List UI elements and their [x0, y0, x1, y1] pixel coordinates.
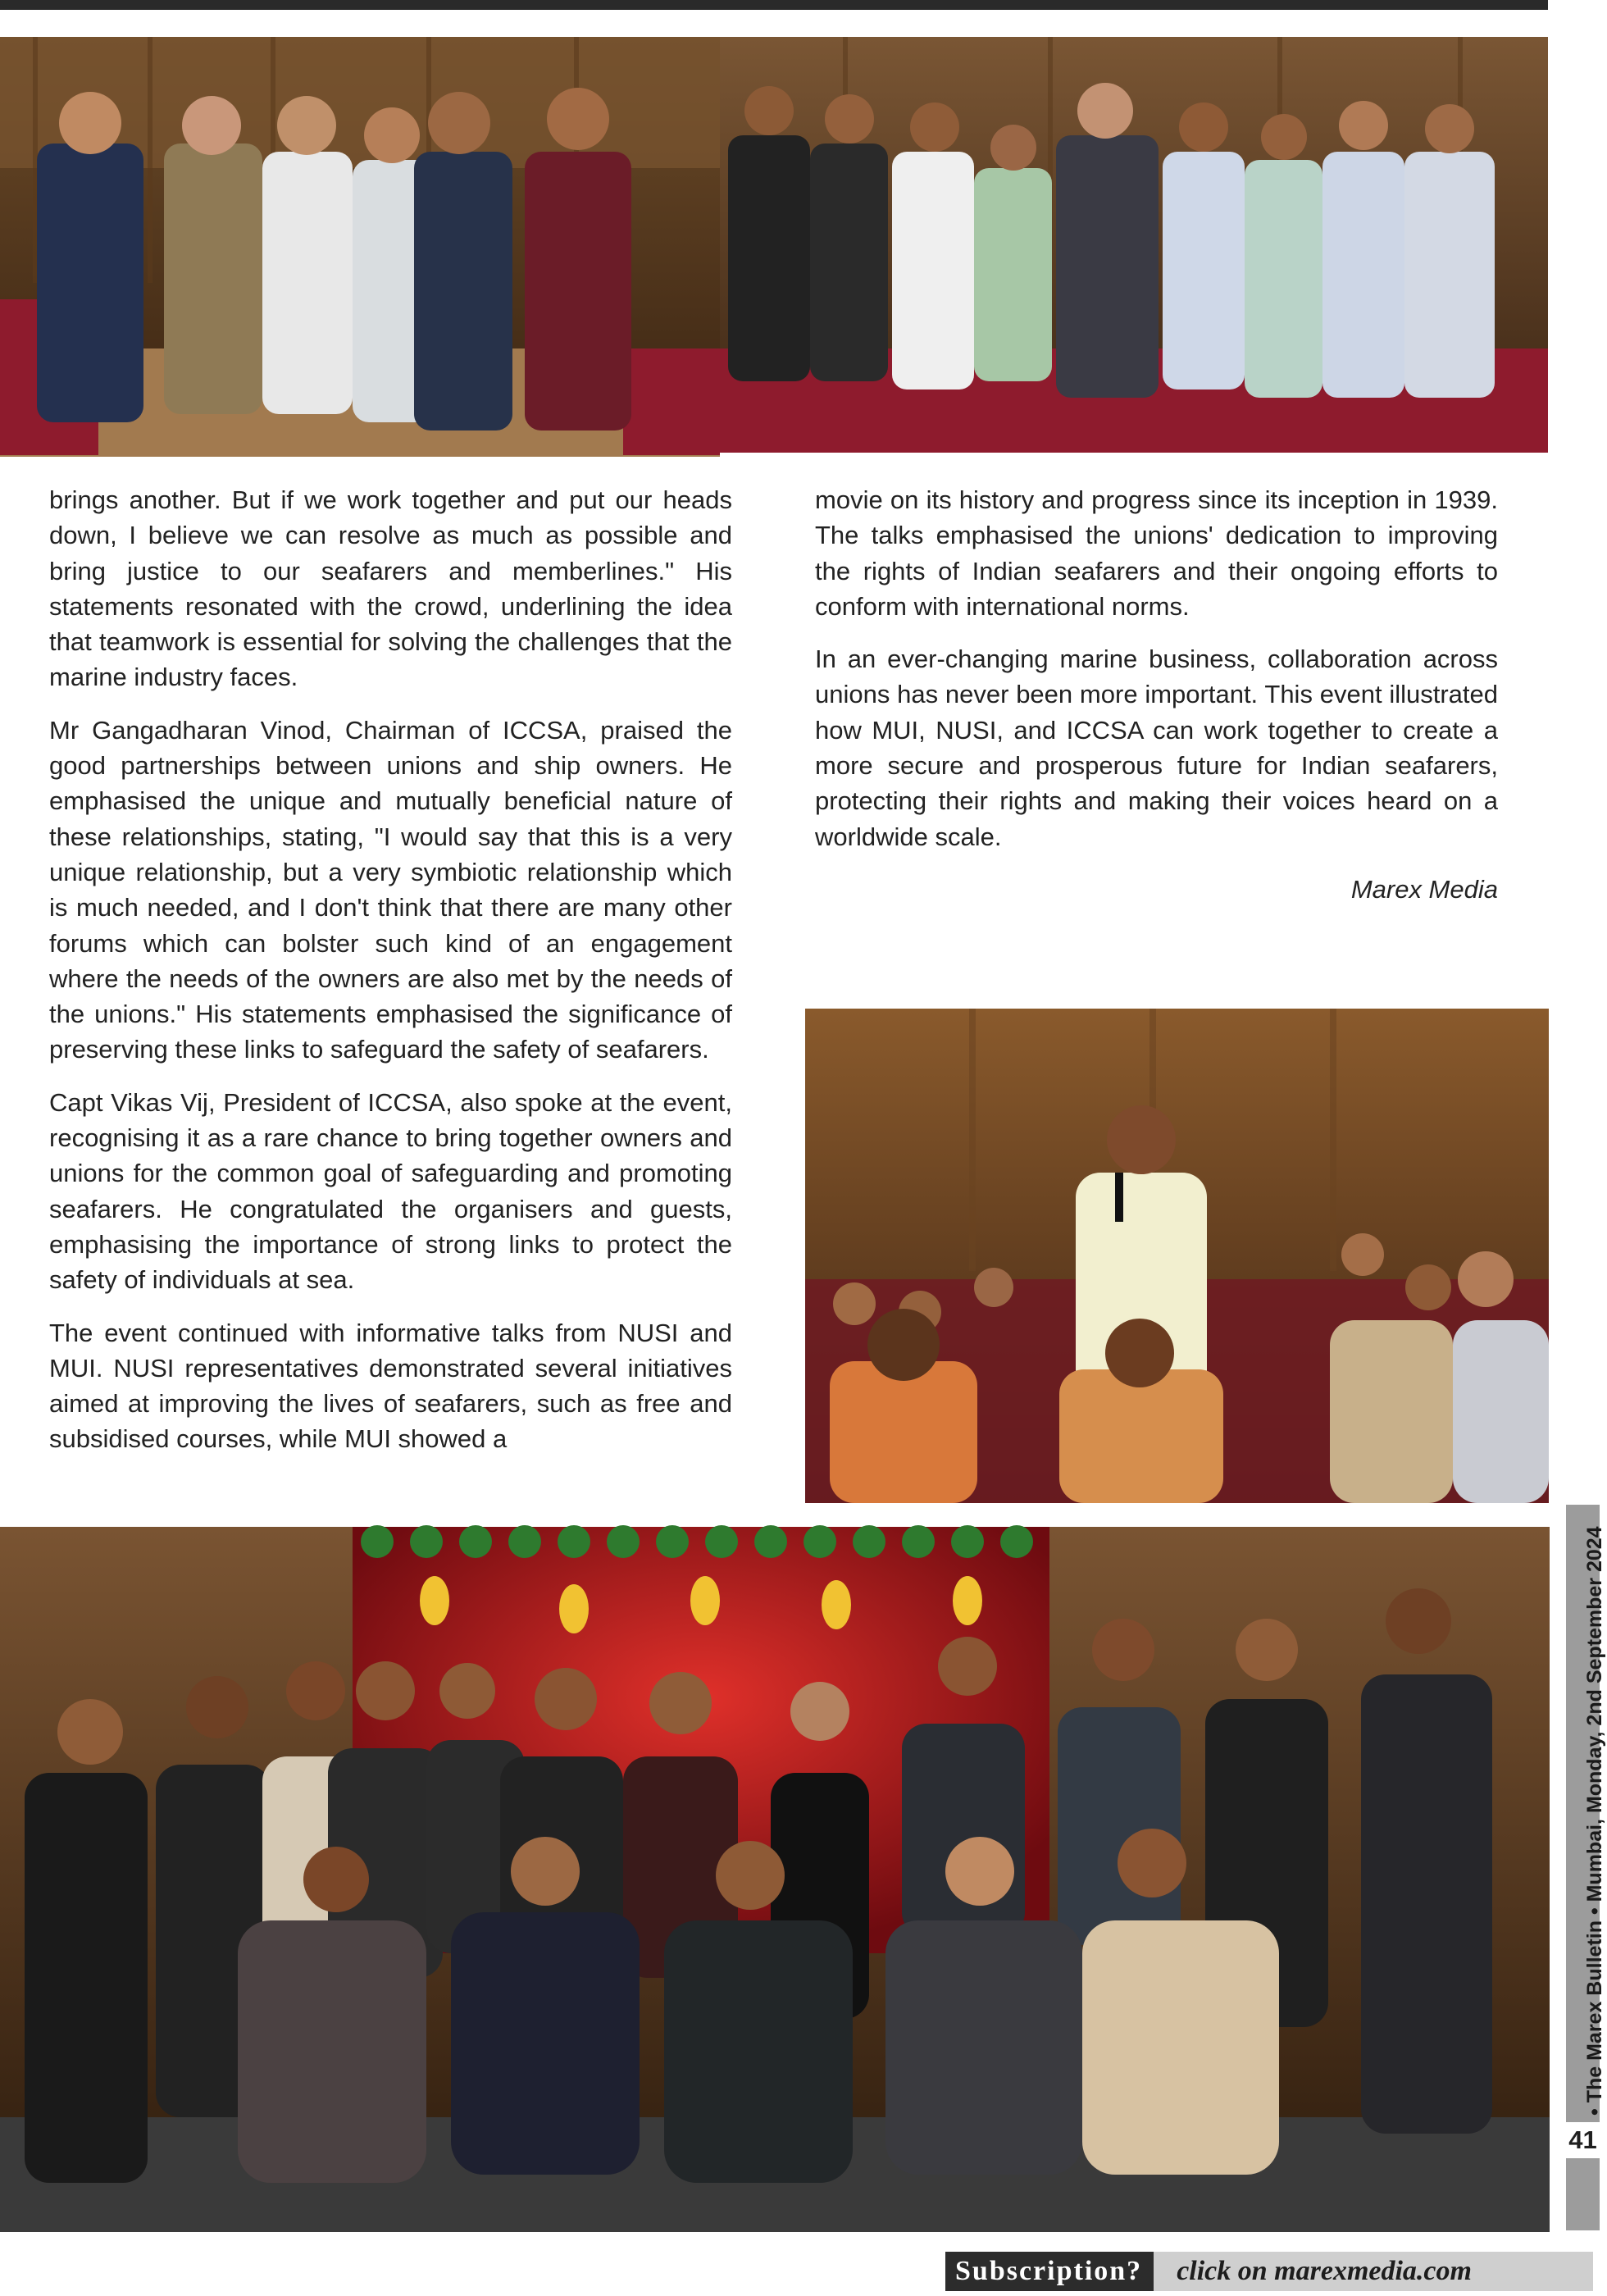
paragraph: Capt Vikas Vij, President of ICCSA, also spoke at the event, recognising it as a rare chance to bring together owners and unions for the common goal of safeguarding and promoting seafarers. He congratulated the organisers and guests, emphasising the importance of strong links to protect the safety of individuals at sea. [49, 1087, 732, 1295]
photo-guests-group-right [720, 37, 1548, 453]
article-right-column [815, 482, 1498, 907]
paragraph: Mr Gangadharan Vinod, Chairman of ICCSA, praised the good partnerships between unions and ship owners. He emphasised the unique and mutually beneficial nature of these relationships, stating, "I would say that this is a very unique relationship, but a very symbiotic relationship which is much needed, and I don't think that there are many other forums which can bolster such kind of an engagement where the needs of the owners are also met by the needs of the unions." His statements emphasised the significance of preserving these links to safeguard the safety of seafarers. [49, 715, 732, 1064]
subscription-link[interactable]: click on marexmedia.com [1154, 2252, 1593, 2291]
paragraph: The event continued with informative talks from NUSI and MUI. NUSI representatives demonstrated several initiatives aimed at improving the lives of seafarers, such as free and subsidised courses, while MUI showed a [49, 1318, 732, 1454]
top-rule [0, 0, 1548, 10]
byline: Marex Media [1350, 874, 1498, 904]
paragraph: brings another. But if we work together and put our heads down, I believe we can resolve as much as possible and bring justice to our seafarers and memberlines." His statements resonated with the crowd, underlining the idea that teamwork is essential for solving the challenges that the marine industry faces. [49, 485, 732, 692]
paragraph: In an ever-changing marine business, collaboration across unions has never been more important. This event illustrated how MUI, NUSI, and ICCSA can work together to create a more secure and prosperous future for Indian seafarers, protecting their rights and making their voices heard on a worldwide scale. [815, 645, 1498, 851]
subscription-banner[interactable] [945, 2252, 1593, 2291]
subscription-label[interactable]: Subscription? [945, 2252, 1154, 2291]
running-head: • The Marex Bulletin • Mumbai, Monday, 2nd September 2024 [1583, 1526, 1606, 2116]
photo-audience-speaker [805, 1009, 1549, 1503]
photo-guests-group-left [0, 37, 720, 457]
page-number: 41 [1566, 2122, 1600, 2158]
photo-delegates-stage [0, 1527, 1550, 2232]
paragraph: movie on its history and progress since its inception in 1939. The talks emphasised the unions' dedication to improving the rights of Indian seafarers and their ongoing efforts to conform with international norms. [815, 485, 1498, 621]
article-left-column [49, 482, 732, 1474]
